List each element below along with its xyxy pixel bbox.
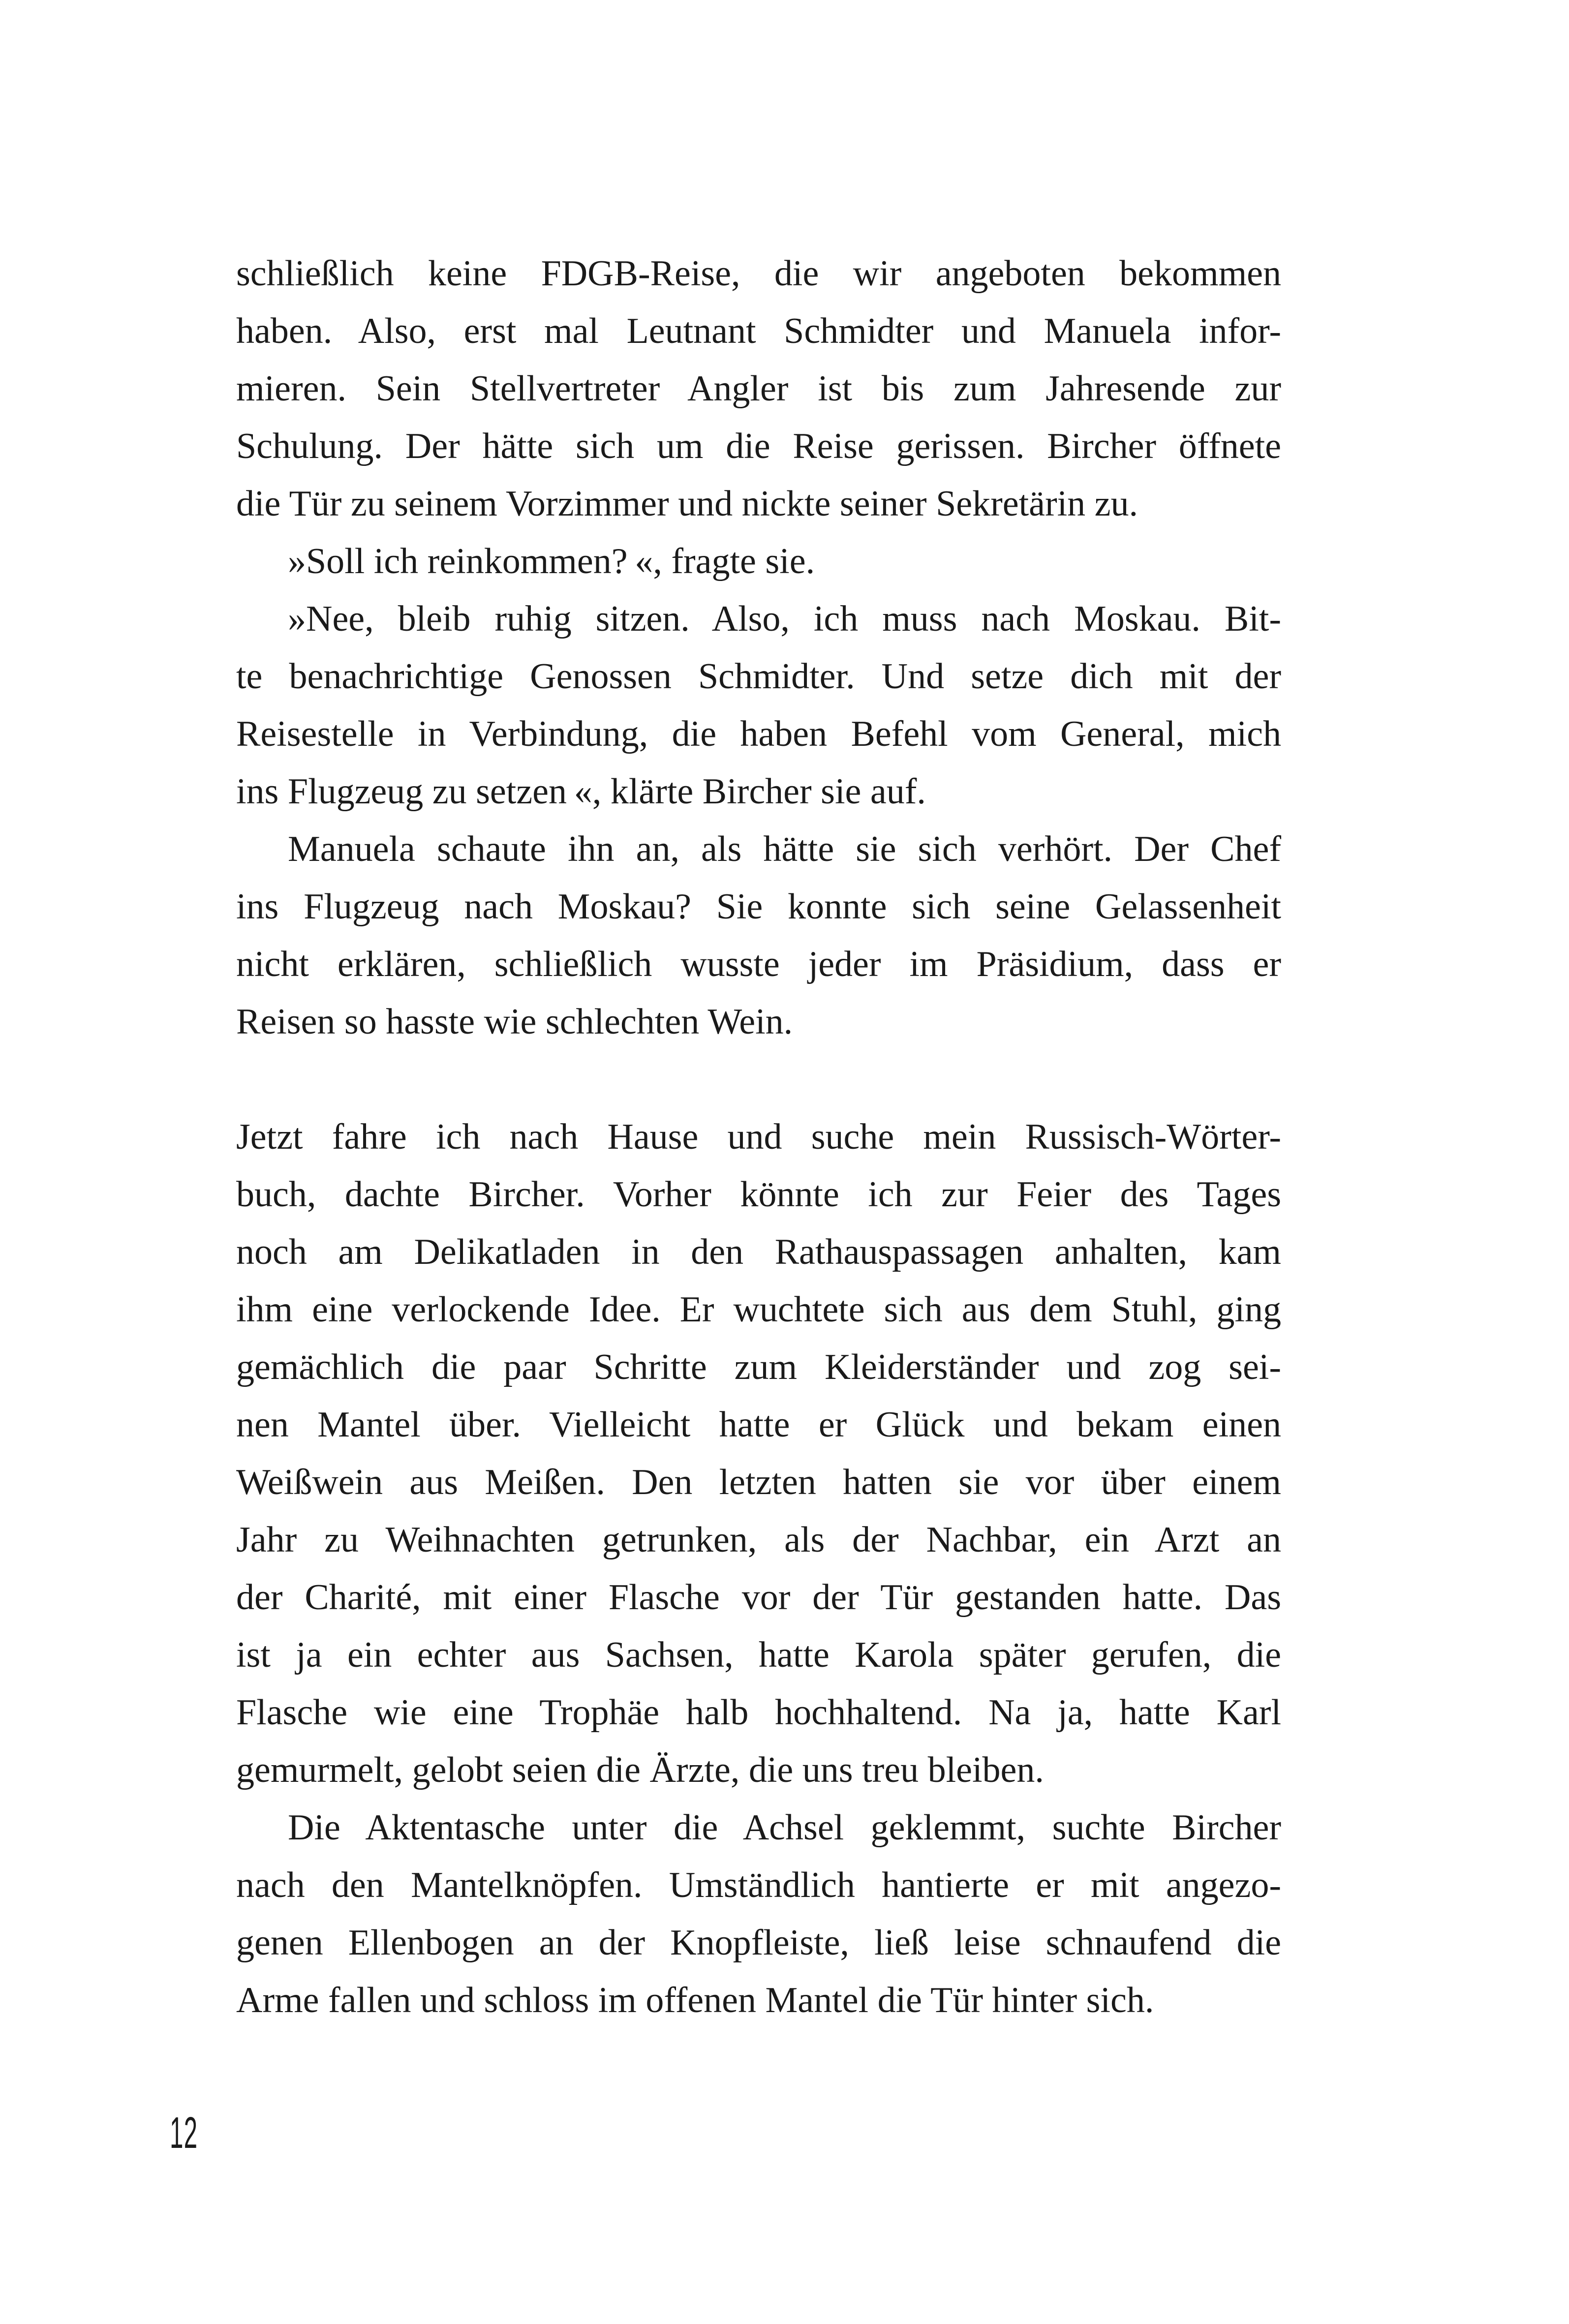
text-line: Schulung. Der hätte sich um die Reise gerissen. Bircher öffnete: [236, 426, 1281, 466]
text-line: Reisen so hasste wie schlechten Wein.: [236, 1002, 793, 1042]
text-line: ihm eine verlockende Idee. Er wuchtete sich aus dem Stuhl, ging: [236, 1289, 1281, 1330]
body-text: [236, 245, 1281, 2029]
text-line: Flasche wie eine Trophäe halb hochhaltend. Na ja, hatte Karl: [236, 1692, 1281, 1733]
text-line: Jetzt fahre ich nach Hause und suche mein Russisch-Wörter-: [236, 1117, 1281, 1157]
text-line: schließlich keine FDGB-Reise, die wir angeboten bekommen: [236, 253, 1281, 294]
paragraph: [236, 533, 1281, 590]
paragraph: [236, 821, 1281, 1051]
text-line: Reisestelle in Verbindung, die haben Befehl vom General, mich: [236, 714, 1281, 754]
text-line: Manuela schaute ihn an, als hätte sie sich verhört. Der Chef: [288, 829, 1281, 869]
text-line: Arme fallen und schloss im offenen Mantel die Tür hinter sich.: [236, 1980, 1154, 2020]
text-line: Die Aktentasche unter die Achsel geklemmt, suchte Bircher: [288, 1807, 1281, 1848]
text-line: »Nee, bleib ruhig sitzen. Also, ich muss nach Moskau. Bit-: [288, 599, 1281, 639]
text-line: haben. Also, erst mal Leutnant Schmidter und Manuela infor-: [236, 311, 1281, 351]
paragraph: [236, 1799, 1281, 2029]
text-line: ins Flugzeug zu setzen «, klärte Bircher sie auf.: [236, 771, 926, 812]
text-line: genen Ellenbogen an der Knopfleiste, ließ leise schnaufend die: [236, 1923, 1281, 1963]
paragraph: [236, 590, 1281, 821]
text-line: nicht erklären, schließlich wusste jeder im Präsidium, dass er: [236, 944, 1281, 984]
text-line: gemurmelt, gelobt seien die Ärzte, die uns treu bleiben.: [236, 1750, 1044, 1790]
paragraph: [236, 1108, 1281, 1799]
page-number: 12: [170, 2109, 198, 2158]
text-line: Weißwein aus Meißen. Den letzten hatten sie vor über einem: [236, 1462, 1281, 1502]
text-line: te benachrichtige Genossen Schmidter. Und setze dich mit der: [236, 656, 1281, 697]
text-line: der Charité, mit einer Flasche vor der Tür gestanden hatte. Das: [236, 1577, 1281, 1618]
text-line: gemächlich die paar Schritte zum Kleiderständer und zog sei-: [236, 1347, 1281, 1387]
text-line: »Soll ich reinkommen? «, fragte sie.: [288, 541, 815, 581]
paragraph: [236, 245, 1281, 533]
text-line: buch, dachte Bircher. Vorher könnte ich zur Feier des Tages: [236, 1174, 1281, 1215]
text-line: ins Flugzeug nach Moskau? Sie konnte sich seine Gelassenheit: [236, 887, 1281, 927]
text-line: ist ja ein echter aus Sachsen, hatte Karola später gerufen, die: [236, 1635, 1281, 1675]
text-line: die Tür zu seinem Vorzimmer und nickte seiner Sekretärin zu.: [236, 484, 1138, 524]
text-line: mieren. Sein Stellvertreter Angler ist bis zum Jahresende zur: [236, 368, 1281, 409]
text-line: Jahr zu Weihnachten getrunken, als der Nachbar, ein Arzt an: [236, 1520, 1281, 1560]
text-line: noch am Delikatladen in den Rathauspassagen anhalten, kam: [236, 1232, 1281, 1272]
text-line: nen Mantel über. Vielleicht hatte er Glück und bekam einen: [236, 1405, 1281, 1445]
text-line: nach den Mantelknöpfen. Umständlich hantierte er mit angezo-: [236, 1865, 1281, 1905]
